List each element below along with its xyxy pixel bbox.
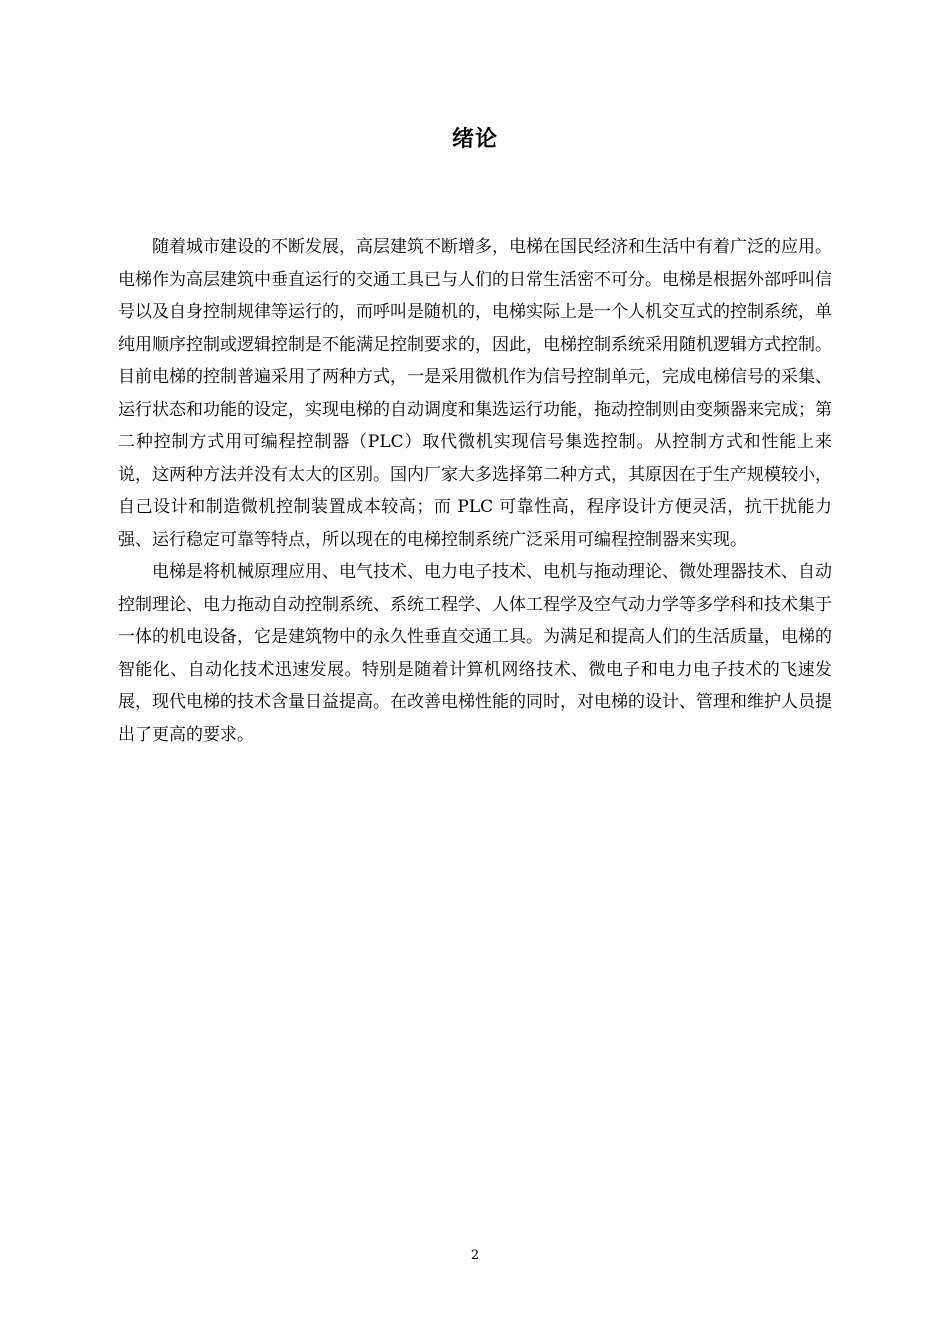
page-title: 绪论 (451, 127, 498, 152)
paragraph-2: 电梯是将机械原理应用、电气技术、电力电子技术、电机与拖动理论、微处理器技术、自动控制理论、电力拖动自动控制系统、系统工程学、人体工程学及空气动力学等多学科和技术集于一体的机电设备，它是建筑物中的永久性垂直交通工具。为满足和提高人们的生活质量，电梯的智能化、自动化技术迅速发展。特别是随着计算机网络技术、微电子和电力电子技术的飞速发展，现代电梯的技术含量日益提高。在改善电梯性能的同时，对电梯的设计、管理和维护人员提出了更高的要求。 (118, 562, 832, 745)
body-text (118, 231, 832, 751)
page-number: 2 (470, 1248, 480, 1263)
paragraph-1: 随着城市建设的不断发展，高层建筑不断增多，电梯在国民经济和生活中有着广泛的应用。电梯作为高层建筑中垂直运行的交通工具已与人们的日常生活密不可分。电梯是根据外部呼叫信号以及自身控制规律等运行的，而呼叫是随机的，电梯实际上是一个人机交互式的控制系统，单纯用顺序控制或逻辑控制是不能满足控制要求的，因此，电梯控制系统采用随机逻辑方式控制。目前电梯的控制普遍采用了两种方式，一是采用微机作为信号控制单元，完成电梯信号的采集、运行状态和功能的设定，实现电梯的自动调度和集选运行功能，拖动控制则由变频器来完成；第二种控制方式用可编程控制器（PLC）取代微机实现信号集选控制。从控制方式和性能上来说，这两种方法并没有太大的区别。国内厂家大多选择第二种方式，其原因在于生产规模较小，自己设计和制造微机控制装置成本较高；而 PLC 可靠性高，程序设计方便灵活，抗干扰能力强、运行稳定可靠等特点，所以现在的电梯控制系统广泛采用可编程控制器来实现。 (118, 237, 832, 550)
